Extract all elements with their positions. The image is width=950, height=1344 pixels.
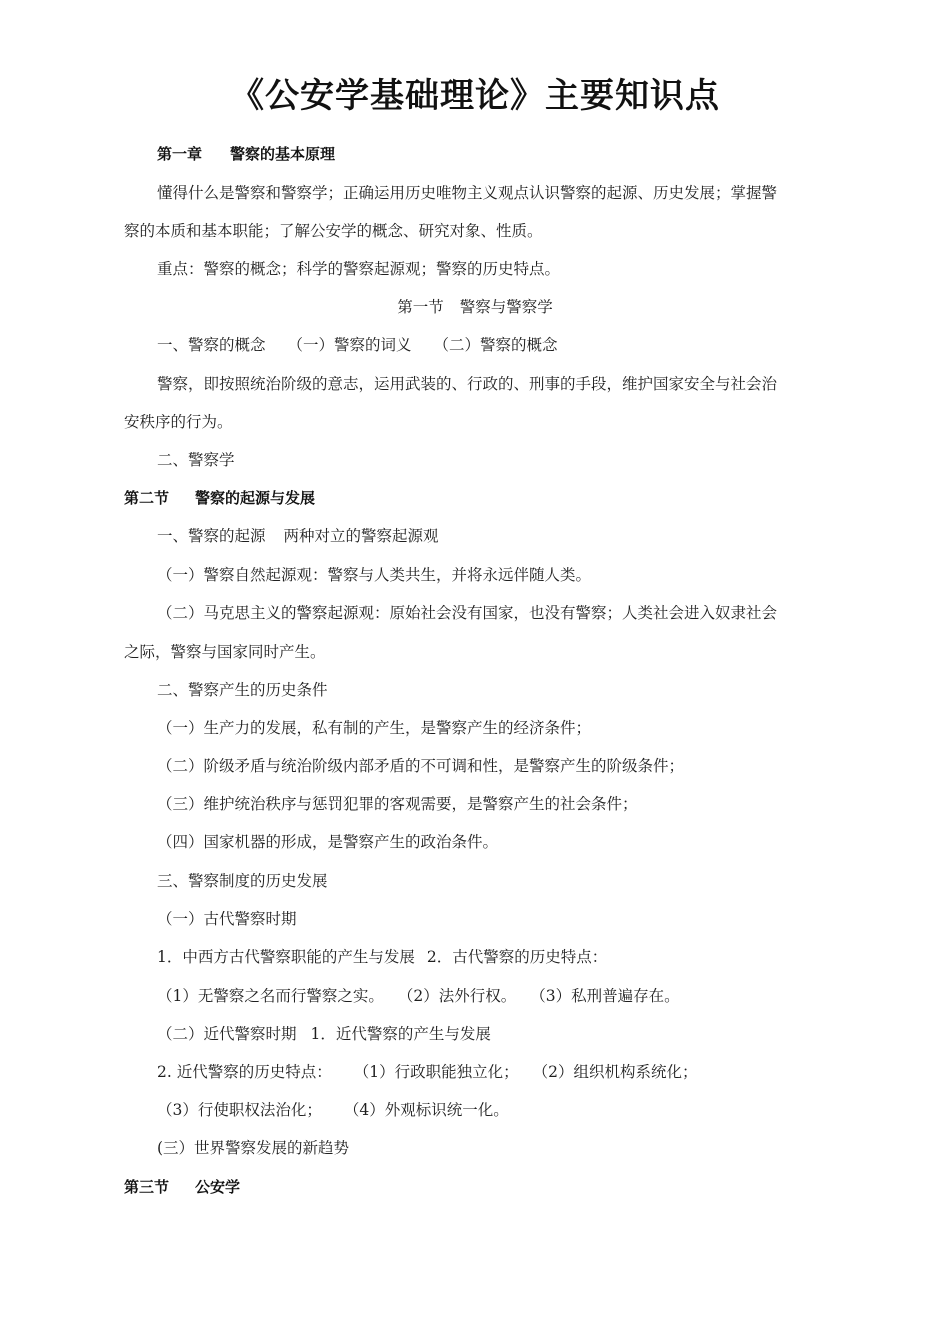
- chapter-number: 第一章: [157, 145, 203, 163]
- modern-feature-3: （3）行使职权法治化；: [157, 1101, 322, 1119]
- chapter-intro-line-2: 察的本质和基本职能；了解公安学的概念、研究对象、性质。: [124, 222, 543, 240]
- modern-police-period: （二）近代警察时期: [157, 1025, 297, 1043]
- chapter-heading: [157, 143, 335, 165]
- police-concept-heading: 一、警察的概念: [157, 336, 266, 354]
- ancient-police-period: （一）古代警察时期: [157, 910, 297, 928]
- modern-police-features-heading: 2. 近代警察的历史特点：: [157, 1063, 332, 1081]
- section-3-heading: [124, 1176, 240, 1198]
- section-1-heading: [0, 296, 950, 318]
- political-condition: （四）国家机器的形成，是警察产生的政治条件。: [157, 833, 499, 851]
- ancient-police-features: [157, 985, 680, 1007]
- marxist-origin-view-line-1: （二）马克思主义的警察起源观：原始社会没有国家，也没有警察；人类社会进入奴隶社会: [157, 604, 778, 622]
- modern-police-features-line-2: [157, 1099, 509, 1121]
- section-3-number: 第三节: [124, 1178, 170, 1196]
- economic-condition: （一）生产力的发展，私有制的产生，是警察产生的经济条件；: [157, 719, 592, 737]
- ancient-police-items: [157, 946, 607, 968]
- section-2-name: 警察的起源与发展: [195, 489, 316, 507]
- section-1-name: 警察与警察学: [459, 298, 553, 316]
- section-1-number: 第一节: [397, 298, 444, 316]
- marxist-origin-view-line-2: 之际，警察与国家同时产生。: [124, 643, 326, 661]
- section-2-heading: [124, 487, 315, 509]
- police-origin-heading: [157, 525, 439, 547]
- modern-police-development: 1．近代警察的产生与发展: [310, 1025, 491, 1043]
- modern-feature-1: （1）行政职能独立化；: [353, 1063, 519, 1081]
- ancient-feature-2: （2）法外行权。: [397, 987, 517, 1005]
- section-1-item-1: [157, 334, 558, 356]
- ancient-feature-3: （3）私刑普遍存在。: [530, 987, 680, 1005]
- police-definition-line-1: 警察，即按照统治阶级的意志，运用武装的、行政的、刑事的手段，维护国家安全与社会治: [157, 375, 778, 393]
- modern-police-period-line: [157, 1023, 491, 1045]
- section-3-name: 公安学: [195, 1178, 241, 1196]
- chapter-intro-line-1: 懂得什么是警察和警察学；正确运用历史唯物主义观点认识警察的起源、历史发展；掌握警: [157, 184, 778, 202]
- class-condition: （二）阶级矛盾与统治阶级内部矛盾的不可调和性，是警察产生的阶级条件；: [157, 757, 685, 775]
- historical-conditions-heading: 二、警察产生的历史条件: [157, 681, 328, 699]
- police-origin-title: 一、警察的起源: [157, 527, 266, 545]
- two-origin-views: 两种对立的警察起源观: [283, 527, 439, 545]
- chapter-name: 警察的基本原理: [230, 145, 336, 163]
- modern-feature-4: （4）外观标识统一化。: [343, 1101, 509, 1119]
- modern-police-features-line-1: [157, 1061, 697, 1083]
- world-police-trends: (三）世界警察发展的新趋势: [157, 1139, 350, 1157]
- police-definition-line-2: 安秩序的行为。: [124, 413, 233, 431]
- police-concept-sub: （二）警察的概念: [433, 336, 558, 354]
- police-science-heading: 二、警察学: [157, 451, 235, 469]
- document-title: 《公安学基础理论》主要知识点: [230, 76, 720, 116]
- natural-origin-view: （一）警察自然起源观：警察与人类共生，并将永远伴随人类。: [157, 566, 592, 584]
- ancient-police-development: 1．中西方古代警察职能的产生与发展: [157, 948, 415, 966]
- ancient-police-features-heading: 2．古代警察的历史特点：: [426, 948, 608, 966]
- social-condition: （三）维护统治秩序与惩罚犯罪的客观需要，是警察产生的社会条件；: [157, 795, 638, 813]
- section-2-number: 第二节: [124, 489, 170, 507]
- modern-feature-2: （2）组织机构系统化；: [532, 1063, 698, 1081]
- police-system-history-heading: 三、警察制度的历史发展: [157, 872, 328, 890]
- ancient-feature-1: （1）无警察之名而行警察之实。: [157, 987, 384, 1005]
- police-word-meaning: （一）警察的词义: [287, 336, 412, 354]
- chapter-key-points: 重点：警察的概念；科学的警察起源观；警察的历史特点。: [157, 260, 561, 278]
